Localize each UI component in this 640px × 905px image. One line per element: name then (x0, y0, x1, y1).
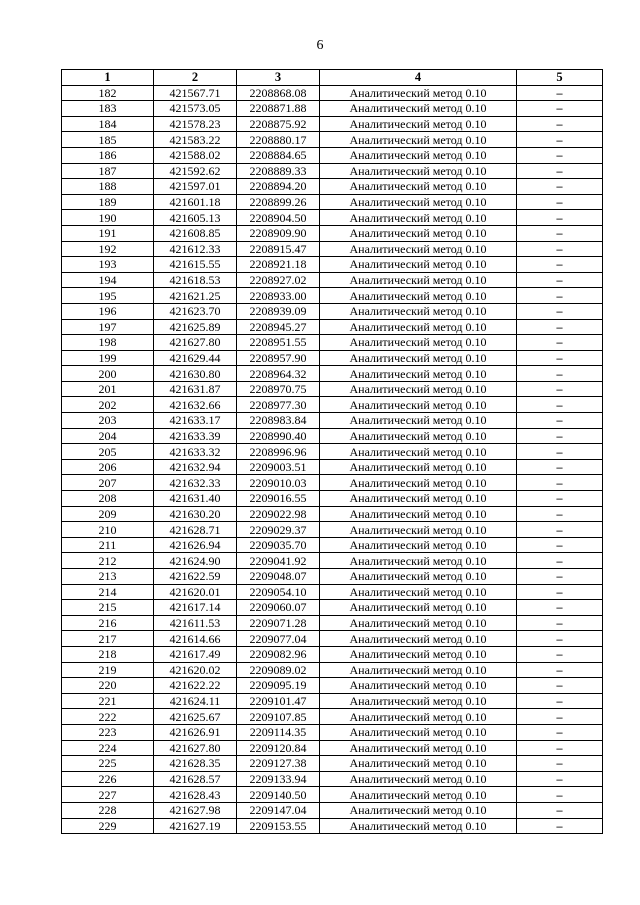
table-row (62, 459, 603, 475)
y-coordinate-cell: 2208933.00 (237, 288, 320, 304)
x-coordinate-cell: 421592.62 (154, 163, 237, 179)
note-cell: – (517, 584, 603, 600)
note-cell: – (517, 646, 603, 662)
table-row (62, 101, 603, 117)
y-coordinate-cell: 2208875.92 (237, 116, 320, 132)
table-row (62, 740, 603, 756)
table-row (62, 709, 603, 725)
point-number-cell: 202 (62, 397, 154, 413)
x-coordinate-cell: 421630.20 (154, 506, 237, 522)
table-row (62, 537, 603, 553)
y-coordinate-cell: 2209003.51 (237, 459, 320, 475)
point-number-cell: 229 (62, 818, 154, 834)
table-row (62, 506, 603, 522)
table-row (62, 210, 603, 226)
table-row (62, 787, 603, 803)
table-row (62, 802, 603, 818)
table-row (62, 693, 603, 709)
y-coordinate-cell: 2208909.90 (237, 225, 320, 241)
x-coordinate-cell: 421578.23 (154, 116, 237, 132)
x-coordinate-cell: 421614.66 (154, 631, 237, 647)
note-cell: – (517, 397, 603, 413)
x-coordinate-cell: 421627.80 (154, 740, 237, 756)
method-cell: Аналитический метод 0.10 (320, 662, 517, 678)
method-cell: Аналитический метод 0.10 (320, 350, 517, 366)
point-number-cell: 194 (62, 272, 154, 288)
method-cell: Аналитический метод 0.10 (320, 709, 517, 725)
table-row (62, 724, 603, 740)
y-coordinate-cell: 2209035.70 (237, 537, 320, 553)
x-coordinate-cell: 421628.71 (154, 522, 237, 538)
note-cell: – (517, 272, 603, 288)
table-row (62, 147, 603, 163)
method-cell: Аналитический метод 0.10 (320, 132, 517, 148)
note-cell: – (517, 553, 603, 569)
x-coordinate-cell: 421620.02 (154, 662, 237, 678)
y-coordinate-cell: 2208880.17 (237, 132, 320, 148)
y-coordinate-cell: 2209010.03 (237, 475, 320, 491)
point-number-cell: 210 (62, 522, 154, 538)
note-cell: – (517, 537, 603, 553)
method-cell: Аналитический метод 0.10 (320, 101, 517, 117)
note-cell: – (517, 179, 603, 195)
y-coordinate-cell: 2208884.65 (237, 147, 320, 163)
note-cell: – (517, 802, 603, 818)
method-cell: Аналитический метод 0.10 (320, 303, 517, 319)
y-coordinate-cell: 2208983.84 (237, 413, 320, 429)
note-cell: – (517, 335, 603, 351)
x-coordinate-cell: 421632.66 (154, 397, 237, 413)
point-number-cell: 216 (62, 615, 154, 631)
note-cell: – (517, 459, 603, 475)
method-cell: Аналитический метод 0.10 (320, 257, 517, 273)
y-coordinate-cell: 2209089.02 (237, 662, 320, 678)
point-number-cell: 219 (62, 662, 154, 678)
method-cell: Аналитический метод 0.10 (320, 397, 517, 413)
method-cell: Аналитический метод 0.10 (320, 413, 517, 429)
point-number-cell: 205 (62, 444, 154, 460)
note-cell: – (517, 756, 603, 772)
method-cell: Аналитический метод 0.10 (320, 787, 517, 803)
table-row (62, 225, 603, 241)
note-cell: – (517, 522, 603, 538)
y-coordinate-cell: 2209114.35 (237, 724, 320, 740)
y-coordinate-cell: 2208990.40 (237, 428, 320, 444)
table-row (62, 303, 603, 319)
point-number-cell: 228 (62, 802, 154, 818)
x-coordinate-cell: 421631.87 (154, 381, 237, 397)
note-cell: – (517, 724, 603, 740)
point-number-cell: 209 (62, 506, 154, 522)
x-coordinate-cell: 421617.49 (154, 646, 237, 662)
x-coordinate-cell: 421625.89 (154, 319, 237, 335)
point-number-cell: 185 (62, 132, 154, 148)
x-coordinate-cell: 421601.18 (154, 194, 237, 210)
method-cell: Аналитический метод 0.10 (320, 147, 517, 163)
x-coordinate-cell: 421629.44 (154, 350, 237, 366)
table-row (62, 257, 603, 273)
column-header: 1 (62, 70, 154, 86)
table-row (62, 428, 603, 444)
point-number-cell: 221 (62, 693, 154, 709)
y-coordinate-cell: 2209140.50 (237, 787, 320, 803)
note-cell: – (517, 210, 603, 226)
note-cell: – (517, 662, 603, 678)
table-row (62, 756, 603, 772)
method-cell: Аналитический метод 0.10 (320, 444, 517, 460)
table-row (62, 241, 603, 257)
x-coordinate-cell: 421626.94 (154, 537, 237, 553)
note-cell: – (517, 303, 603, 319)
method-cell: Аналитический метод 0.10 (320, 225, 517, 241)
x-coordinate-cell: 421626.91 (154, 724, 237, 740)
x-coordinate-cell: 421611.53 (154, 615, 237, 631)
x-coordinate-cell: 421567.71 (154, 85, 237, 101)
method-cell: Аналитический метод 0.10 (320, 756, 517, 772)
table-row (62, 771, 603, 787)
x-coordinate-cell: 421627.19 (154, 818, 237, 834)
table-row (62, 553, 603, 569)
table-header-row (62, 70, 603, 86)
table-row (62, 413, 603, 429)
note-cell: – (517, 631, 603, 647)
y-coordinate-cell: 2208945.27 (237, 319, 320, 335)
y-coordinate-cell: 2209120.84 (237, 740, 320, 756)
x-coordinate-cell: 421633.32 (154, 444, 237, 460)
y-coordinate-cell: 2208921.18 (237, 257, 320, 273)
y-coordinate-cell: 2208964.32 (237, 366, 320, 382)
point-number-cell: 197 (62, 319, 154, 335)
method-cell: Аналитический метод 0.10 (320, 646, 517, 662)
method-cell: Аналитический метод 0.10 (320, 475, 517, 491)
method-cell: Аналитический метод 0.10 (320, 569, 517, 585)
y-coordinate-cell: 2209082.96 (237, 646, 320, 662)
x-coordinate-cell: 421615.55 (154, 257, 237, 273)
point-number-cell: 223 (62, 724, 154, 740)
note-cell: – (517, 366, 603, 382)
table-row (62, 818, 603, 834)
point-number-cell: 192 (62, 241, 154, 257)
method-cell: Аналитический метод 0.10 (320, 818, 517, 834)
note-cell: – (517, 257, 603, 273)
x-coordinate-cell: 421631.40 (154, 491, 237, 507)
point-number-cell: 213 (62, 569, 154, 585)
note-cell: – (517, 709, 603, 725)
method-cell: Аналитический метод 0.10 (320, 600, 517, 616)
method-cell: Аналитический метод 0.10 (320, 335, 517, 351)
note-cell: – (517, 771, 603, 787)
note-cell: – (517, 491, 603, 507)
point-number-cell: 191 (62, 225, 154, 241)
method-cell: Аналитический метод 0.10 (320, 553, 517, 569)
x-coordinate-cell: 421617.14 (154, 600, 237, 616)
y-coordinate-cell: 2209071.28 (237, 615, 320, 631)
table-row (62, 163, 603, 179)
note-cell: – (517, 787, 603, 803)
x-coordinate-cell: 421622.59 (154, 569, 237, 585)
point-number-cell: 203 (62, 413, 154, 429)
point-number-cell: 214 (62, 584, 154, 600)
table-body (62, 85, 603, 834)
y-coordinate-cell: 2209147.04 (237, 802, 320, 818)
y-coordinate-cell: 2209127.38 (237, 756, 320, 772)
x-coordinate-cell: 421620.01 (154, 584, 237, 600)
point-number-cell: 201 (62, 381, 154, 397)
y-coordinate-cell: 2208899.26 (237, 194, 320, 210)
note-cell: – (517, 444, 603, 460)
y-coordinate-cell: 2208871.88 (237, 101, 320, 117)
x-coordinate-cell: 421618.53 (154, 272, 237, 288)
point-number-cell: 196 (62, 303, 154, 319)
point-number-cell: 199 (62, 350, 154, 366)
method-cell: Аналитический метод 0.10 (320, 631, 517, 647)
note-cell: – (517, 569, 603, 585)
method-cell: Аналитический метод 0.10 (320, 693, 517, 709)
method-cell: Аналитический метод 0.10 (320, 381, 517, 397)
note-cell: – (517, 85, 603, 101)
x-coordinate-cell: 421627.98 (154, 802, 237, 818)
note-cell: – (517, 116, 603, 132)
table-row (62, 288, 603, 304)
table-row (62, 569, 603, 585)
point-number-cell: 193 (62, 257, 154, 273)
note-cell: – (517, 147, 603, 163)
y-coordinate-cell: 2209077.04 (237, 631, 320, 647)
point-number-cell: 211 (62, 537, 154, 553)
method-cell: Аналитический метод 0.10 (320, 194, 517, 210)
y-coordinate-cell: 2208977.30 (237, 397, 320, 413)
y-coordinate-cell: 2209029.37 (237, 522, 320, 538)
method-cell: Аналитический метод 0.10 (320, 210, 517, 226)
table-row (62, 194, 603, 210)
x-coordinate-cell: 421624.90 (154, 553, 237, 569)
method-cell: Аналитический метод 0.10 (320, 85, 517, 101)
point-number-cell: 208 (62, 491, 154, 507)
point-number-cell: 224 (62, 740, 154, 756)
note-cell: – (517, 132, 603, 148)
note-cell: – (517, 194, 603, 210)
x-coordinate-cell: 421633.17 (154, 413, 237, 429)
point-number-cell: 189 (62, 194, 154, 210)
note-cell: – (517, 225, 603, 241)
method-cell: Аналитический метод 0.10 (320, 740, 517, 756)
table-row (62, 132, 603, 148)
table-row (62, 397, 603, 413)
x-coordinate-cell: 421628.35 (154, 756, 237, 772)
point-number-cell: 215 (62, 600, 154, 616)
table-row (62, 646, 603, 662)
note-cell: – (517, 693, 603, 709)
point-number-cell: 186 (62, 147, 154, 163)
point-number-cell: 190 (62, 210, 154, 226)
note-cell: – (517, 101, 603, 117)
table-row (62, 678, 603, 694)
table-row (62, 444, 603, 460)
table-row (62, 584, 603, 600)
x-coordinate-cell: 421622.22 (154, 678, 237, 694)
table-row (62, 631, 603, 647)
x-coordinate-cell: 421625.67 (154, 709, 237, 725)
note-cell: – (517, 818, 603, 834)
point-number-cell: 212 (62, 553, 154, 569)
point-number-cell: 206 (62, 459, 154, 475)
y-coordinate-cell: 2209041.92 (237, 553, 320, 569)
x-coordinate-cell: 421632.94 (154, 459, 237, 475)
y-coordinate-cell: 2209107.85 (237, 709, 320, 725)
method-cell: Аналитический метод 0.10 (320, 366, 517, 382)
y-coordinate-cell: 2208951.55 (237, 335, 320, 351)
x-coordinate-cell: 421605.13 (154, 210, 237, 226)
note-cell: – (517, 381, 603, 397)
x-coordinate-cell: 421623.70 (154, 303, 237, 319)
table-row (62, 179, 603, 195)
y-coordinate-cell: 2209060.07 (237, 600, 320, 616)
column-header: 5 (517, 70, 603, 86)
note-cell: – (517, 163, 603, 179)
table-row (62, 335, 603, 351)
note-cell: – (517, 600, 603, 616)
method-cell: Аналитический метод 0.10 (320, 506, 517, 522)
y-coordinate-cell: 2209048.07 (237, 569, 320, 585)
x-coordinate-cell: 421624.11 (154, 693, 237, 709)
note-cell: – (517, 428, 603, 444)
method-cell: Аналитический метод 0.10 (320, 537, 517, 553)
point-number-cell: 187 (62, 163, 154, 179)
y-coordinate-cell: 2208889.33 (237, 163, 320, 179)
y-coordinate-cell: 2208915.47 (237, 241, 320, 257)
table-row (62, 85, 603, 101)
x-coordinate-cell: 421632.33 (154, 475, 237, 491)
point-number-cell: 207 (62, 475, 154, 491)
table-row (62, 350, 603, 366)
x-coordinate-cell: 421630.80 (154, 366, 237, 382)
point-number-cell: 222 (62, 709, 154, 725)
point-number-cell: 183 (62, 101, 154, 117)
note-cell: – (517, 413, 603, 429)
method-cell: Аналитический метод 0.10 (320, 802, 517, 818)
note-cell: – (517, 740, 603, 756)
method-cell: Аналитический метод 0.10 (320, 179, 517, 195)
method-cell: Аналитический метод 0.10 (320, 491, 517, 507)
y-coordinate-cell: 2209095.19 (237, 678, 320, 694)
point-number-cell: 182 (62, 85, 154, 101)
note-cell: – (517, 350, 603, 366)
method-cell: Аналитический метод 0.10 (320, 272, 517, 288)
x-coordinate-cell: 421573.05 (154, 101, 237, 117)
y-coordinate-cell: 2209153.55 (237, 818, 320, 834)
point-number-cell: 225 (62, 756, 154, 772)
y-coordinate-cell: 2208996.96 (237, 444, 320, 460)
table-row (62, 662, 603, 678)
page-number: 6 (316, 38, 324, 53)
point-number-cell: 184 (62, 116, 154, 132)
y-coordinate-cell: 2209016.55 (237, 491, 320, 507)
table-row (62, 366, 603, 382)
x-coordinate-cell: 421608.85 (154, 225, 237, 241)
x-coordinate-cell: 421633.39 (154, 428, 237, 444)
y-coordinate-cell: 2208957.90 (237, 350, 320, 366)
note-cell: – (517, 319, 603, 335)
method-cell: Аналитический метод 0.10 (320, 459, 517, 475)
table-row (62, 600, 603, 616)
point-number-cell: 204 (62, 428, 154, 444)
y-coordinate-cell: 2209054.10 (237, 584, 320, 600)
method-cell: Аналитический метод 0.10 (320, 428, 517, 444)
column-header: 3 (237, 70, 320, 86)
y-coordinate-cell: 2208868.08 (237, 85, 320, 101)
table-row (62, 319, 603, 335)
x-coordinate-cell: 421628.57 (154, 771, 237, 787)
method-cell: Аналитический метод 0.10 (320, 241, 517, 257)
y-coordinate-cell: 2208894.20 (237, 179, 320, 195)
column-header: 4 (320, 70, 517, 86)
y-coordinate-cell: 2208904.50 (237, 210, 320, 226)
x-coordinate-cell: 421588.02 (154, 147, 237, 163)
point-number-cell: 200 (62, 366, 154, 382)
table-row (62, 272, 603, 288)
x-coordinate-cell: 421621.25 (154, 288, 237, 304)
table-row (62, 615, 603, 631)
note-cell: – (517, 241, 603, 257)
point-number-cell: 218 (62, 646, 154, 662)
point-number-cell: 195 (62, 288, 154, 304)
point-number-cell: 220 (62, 678, 154, 694)
x-coordinate-cell: 421612.33 (154, 241, 237, 257)
method-cell: Аналитический метод 0.10 (320, 584, 517, 600)
x-coordinate-cell: 421583.22 (154, 132, 237, 148)
method-cell: Аналитический метод 0.10 (320, 615, 517, 631)
table-row (62, 522, 603, 538)
y-coordinate-cell: 2209133.94 (237, 771, 320, 787)
method-cell: Аналитический метод 0.10 (320, 288, 517, 304)
column-header: 2 (154, 70, 237, 86)
note-cell: – (517, 506, 603, 522)
y-coordinate-cell: 2208939.09 (237, 303, 320, 319)
coordinates-table (61, 69, 603, 834)
point-number-cell: 227 (62, 787, 154, 803)
x-coordinate-cell: 421628.43 (154, 787, 237, 803)
note-cell: – (517, 678, 603, 694)
method-cell: Аналитический метод 0.10 (320, 319, 517, 335)
method-cell: Аналитический метод 0.10 (320, 116, 517, 132)
y-coordinate-cell: 2209022.98 (237, 506, 320, 522)
point-number-cell: 226 (62, 771, 154, 787)
point-number-cell: 188 (62, 179, 154, 195)
table-row (62, 116, 603, 132)
method-cell: Аналитический метод 0.10 (320, 771, 517, 787)
y-coordinate-cell: 2208927.02 (237, 272, 320, 288)
y-coordinate-cell: 2209101.47 (237, 693, 320, 709)
x-coordinate-cell: 421627.80 (154, 335, 237, 351)
y-coordinate-cell: 2208970.75 (237, 381, 320, 397)
method-cell: Аналитический метод 0.10 (320, 163, 517, 179)
point-number-cell: 217 (62, 631, 154, 647)
note-cell: – (517, 615, 603, 631)
point-number-cell: 198 (62, 335, 154, 351)
method-cell: Аналитический метод 0.10 (320, 678, 517, 694)
note-cell: – (517, 288, 603, 304)
method-cell: Аналитический метод 0.10 (320, 522, 517, 538)
table-row (62, 491, 603, 507)
method-cell: Аналитический метод 0.10 (320, 724, 517, 740)
table-row (62, 381, 603, 397)
x-coordinate-cell: 421597.01 (154, 179, 237, 195)
note-cell: – (517, 475, 603, 491)
table-row (62, 475, 603, 491)
